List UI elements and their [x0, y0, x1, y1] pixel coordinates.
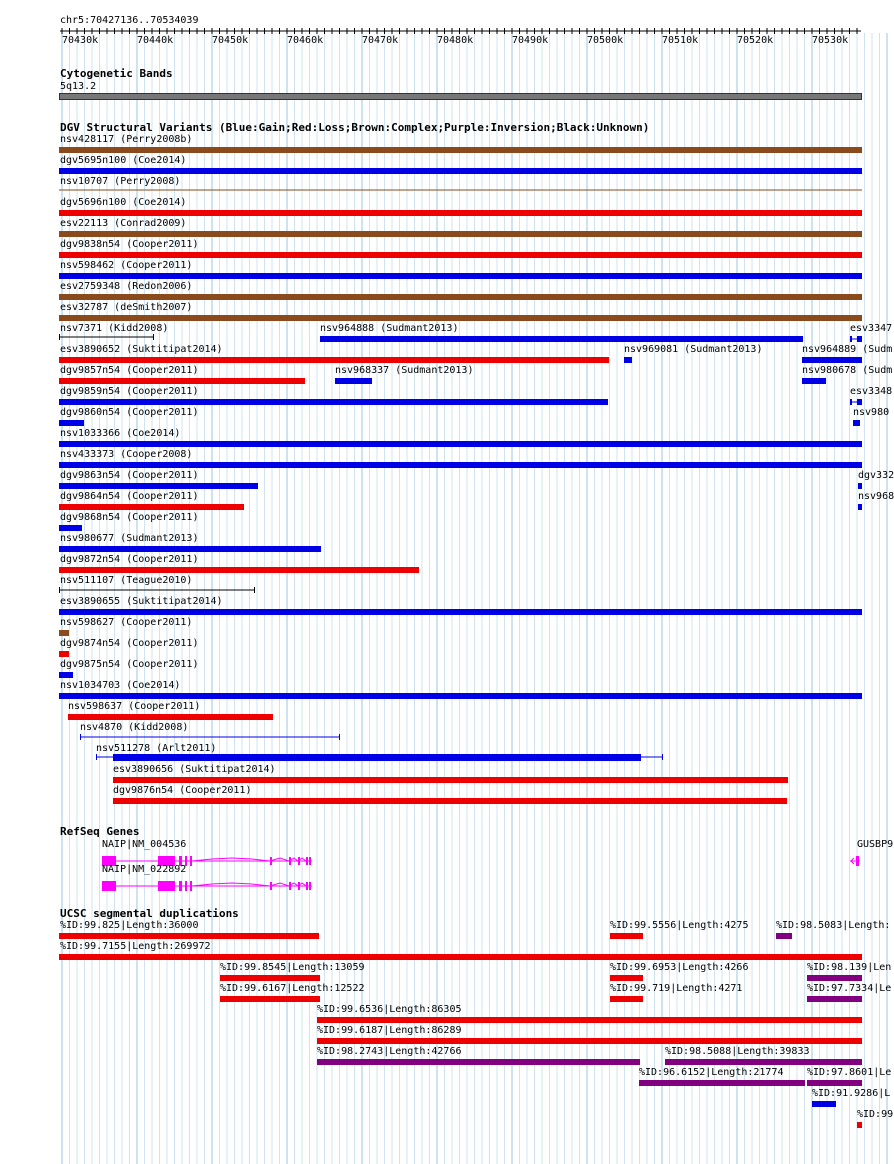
dgv-feature-label[interactable]: dgv9864n54 (Cooper2011) [60, 491, 199, 502]
segdup-feature-label[interactable]: %ID:96.6152|Length:21774 [639, 1067, 784, 1078]
feature-bar[interactable] [59, 378, 305, 384]
feature-bar[interactable] [610, 975, 643, 981]
feature-block [317, 1017, 862, 1023]
feature-bar[interactable] [776, 933, 792, 939]
dgv-feature-label[interactable]: dgv9863n54 (Cooper2011) [60, 470, 199, 481]
dgv-feature-label[interactable]: dgv9860n54 (Cooper2011) [60, 407, 199, 418]
feature-block [812, 1101, 836, 1107]
dgv-feature-label[interactable]: nsv598462 (Cooper2011) [60, 260, 193, 271]
feature-bar[interactable] [59, 630, 69, 636]
dgv-feature-label[interactable]: nsv598637 (Cooper2011) [68, 701, 201, 712]
feature-block [59, 954, 862, 960]
gene-model[interactable] [102, 881, 312, 891]
feature-block [59, 231, 862, 237]
dgv-feature-label[interactable]: dgv9874n54 (Cooper2011) [60, 638, 199, 649]
refseq-feature-label[interactable]: GUSBP9 [857, 839, 894, 850]
segdup-feature-label[interactable]: %ID:91.9286|L [812, 1088, 891, 1099]
feature-block [59, 609, 862, 615]
dgv-feature-label[interactable]: dgv5696n100 (Coe2014) [60, 197, 187, 208]
feature-block [59, 420, 84, 426]
feature-block [59, 630, 69, 636]
dgv-feature-label[interactable]: nsv968 [858, 491, 894, 502]
feature-block [59, 672, 73, 678]
dgv-feature-label[interactable]: esv3890656 (Suktitipat2014) [113, 764, 276, 775]
feature-bar[interactable] [59, 567, 419, 573]
feature-bar[interactable] [850, 336, 862, 342]
feature-block [776, 933, 792, 939]
segdup-feature-label[interactable]: %ID:98.5083|Length: [776, 920, 891, 931]
segdup-feature-label[interactable]: %ID:99.719|Length:4271 [610, 983, 743, 994]
dgv-feature-label[interactable]: dgv9868n54 (Cooper2011) [60, 512, 199, 523]
feature-block [220, 975, 320, 981]
feature-block [59, 210, 862, 216]
feature-block [59, 357, 609, 363]
feature-bar[interactable] [59, 273, 862, 279]
dgv-feature-label[interactable]: esv32787 (deSmith2007) [60, 302, 193, 313]
feature-bar[interactable] [59, 399, 608, 405]
dgv-feature-label[interactable]: nsv1033366 (Coe2014) [60, 428, 181, 439]
feature-bar[interactable] [812, 1101, 836, 1107]
feature-bar[interactable] [59, 147, 862, 153]
dgv-feature-label[interactable]: dgv9838n54 (Cooper2011) [60, 239, 199, 250]
feature-bar[interactable] [802, 357, 862, 363]
ruler-position-label: chr5:70427136..70534039 [60, 15, 199, 26]
refseq-feature-label[interactable]: NAIP|NM_022892 [102, 864, 187, 875]
feature-bar[interactable] [59, 334, 154, 341]
feature-block [59, 399, 608, 405]
feature-bar[interactable] [220, 975, 320, 981]
gene-exon [309, 882, 311, 890]
feature-block [610, 933, 643, 939]
gene-exon [158, 881, 175, 891]
dgv-feature-label[interactable]: nsv511107 (Teague2010) [60, 575, 193, 586]
feature-bar[interactable] [807, 996, 862, 1002]
feature-bar[interactable] [320, 336, 803, 342]
cytoband-label: 5q13.2 [60, 81, 97, 92]
feature-bar[interactable] [220, 996, 320, 1002]
segdup-feature-label[interactable]: %ID:99 [857, 1109, 894, 1120]
feature-block [802, 357, 862, 363]
segdup-feature-label[interactable]: %ID:99.6167|Length:12522 [220, 983, 365, 994]
feature-block [807, 975, 862, 981]
segdup-feature-label[interactable]: %ID:99.8545|Length:13059 [220, 962, 365, 973]
feature-block [59, 693, 862, 699]
feature-block [59, 378, 305, 384]
ruler-tick-label: 70480k [437, 35, 474, 46]
feature-block [59, 546, 321, 552]
feature-bar[interactable] [113, 777, 788, 783]
feature-block [665, 1059, 862, 1065]
feature-bar[interactable] [858, 504, 862, 510]
feature-bar[interactable] [335, 378, 372, 384]
segdup-track-title: UCSC segmental duplications [60, 907, 239, 920]
feature-block [639, 1080, 805, 1086]
feature-bar[interactable] [665, 1059, 862, 1065]
segdup-feature-label[interactable]: %ID:98.5088|Length:39833 [665, 1046, 810, 1057]
feature-block [857, 1122, 862, 1128]
feature-bar[interactable] [80, 734, 340, 741]
ruler-tick-label: 70470k [362, 35, 399, 46]
dgv-feature-label[interactable]: esv3348 [850, 386, 893, 397]
feature-bar[interactable] [59, 357, 609, 363]
dgv-feature-label[interactable]: dgv332 [858, 470, 894, 481]
feature-bar[interactable] [807, 975, 862, 981]
feature-bar[interactable] [59, 651, 69, 657]
feature-bar[interactable] [59, 210, 862, 216]
feature-bar[interactable] [624, 357, 632, 363]
gene-exon [190, 856, 192, 866]
segdup-feature-label[interactable]: %ID:99.7155|Length:269972 [60, 941, 211, 952]
feature-block [320, 336, 803, 342]
feature-block [59, 294, 862, 300]
feature-block [610, 975, 643, 981]
feature-bar[interactable] [59, 462, 862, 468]
feature-bar[interactable] [59, 525, 82, 531]
cytogenetic-bands-title: Cytogenetic Bands [60, 67, 173, 80]
feature-block [59, 525, 82, 531]
feature-bar[interactable] [858, 483, 862, 489]
ruler-tick-label: 70500k [587, 35, 624, 46]
feature-bar[interactable] [113, 798, 787, 804]
feature-bar[interactable] [68, 714, 273, 720]
dgv-feature-label[interactable]: nsv980678 (Sudm [802, 365, 893, 376]
feature-block [853, 420, 860, 426]
feature-bar[interactable] [59, 933, 319, 939]
gene-exon [309, 857, 311, 865]
feature-block [59, 252, 862, 258]
feature-bar[interactable] [96, 754, 663, 761]
feature-block [113, 754, 641, 761]
dgv-feature-label[interactable]: nsv964888 (Sudmant2013) [320, 323, 459, 334]
dgv-feature-label[interactable]: esv22113 (Conrad2009) [60, 218, 187, 229]
segdup-feature-label[interactable]: %ID:99.5556|Length:4275 [610, 920, 749, 931]
feature-block [59, 483, 258, 489]
ruler-tick-label: 70520k [737, 35, 774, 46]
ruler-tick-label: 70430k [62, 35, 99, 46]
feature-bar[interactable] [59, 315, 862, 321]
gene-exon [102, 881, 116, 891]
feature-bar[interactable] [853, 420, 860, 426]
feature-block [610, 996, 643, 1002]
feature-block [59, 933, 319, 939]
gene-exon [179, 881, 182, 891]
gene-exon [306, 882, 308, 890]
segdup-feature-label[interactable]: %ID:97.7334|Le [807, 983, 892, 994]
feature-block [59, 147, 862, 153]
feature-bar[interactable] [59, 231, 862, 237]
dgv-feature-label[interactable]: dgv9875n54 (Cooper2011) [60, 659, 199, 670]
segdup-feature-label[interactable]: %ID:98.139|Len [807, 962, 892, 973]
dgv-feature-label[interactable]: nsv1034703 (Coe2014) [60, 680, 181, 691]
feature-block [113, 798, 787, 804]
feature-bar[interactable] [802, 378, 826, 384]
segdup-feature-label[interactable]: %ID:99.6536|Length:86305 [317, 1004, 462, 1015]
dgv-feature-label[interactable]: nsv968337 (Sudmant2013) [335, 365, 474, 376]
feature-block [807, 996, 862, 1002]
feature-bar[interactable] [59, 672, 73, 678]
dgv-feature-label[interactable]: dgv9859n54 (Cooper2011) [60, 386, 199, 397]
dgv-feature-label[interactable]: esv2759348 (Redon2006) [60, 281, 193, 292]
segdup-feature-label[interactable]: %ID:98.2743|Length:42766 [317, 1046, 462, 1057]
ruler-tick-label: 70510k [662, 35, 699, 46]
feature-block [857, 336, 862, 342]
refseq-feature-label[interactable]: NAIP|NM_004536 [102, 839, 187, 850]
dgv-feature-label[interactable]: nsv428117 (Perry2008b) [60, 134, 193, 145]
gene-model[interactable] [850, 856, 862, 866]
feature-block [59, 651, 69, 657]
ruler-tick-label: 70490k [512, 35, 549, 46]
feature-bar[interactable] [59, 693, 862, 699]
dgv-feature-label[interactable]: dgv9876n54 (Cooper2011) [113, 785, 252, 796]
feature-block [59, 441, 862, 447]
feature-block [59, 273, 862, 279]
feature-block [807, 1080, 862, 1086]
feature-block [858, 504, 862, 510]
dgv-feature-label[interactable]: nsv511278 (Arlt2011) [96, 743, 217, 754]
feature-bar[interactable] [857, 1122, 862, 1128]
feature-block [802, 378, 826, 384]
segdup-feature-label[interactable]: %ID:97.8601|Le [807, 1067, 892, 1078]
dgv-feature-label[interactable]: nsv980677 (Sudmant2013) [60, 533, 199, 544]
gene-exon [190, 881, 192, 891]
ruler [0, 0, 890, 60]
gene-exon [306, 857, 308, 865]
feature-block [68, 714, 273, 720]
dgv-track-title: DGV Structural Variants (Blue:Gain;Red:Loss;Brown:Complex;Purple:Inversion;Black:Unknown) [60, 121, 650, 134]
dgv-feature-label[interactable]: esv3890652 (Suktitipat2014) [60, 344, 223, 355]
feature-bar[interactable] [610, 996, 643, 1002]
feature-block [113, 777, 788, 783]
feature-block [59, 462, 862, 468]
feature-block [59, 504, 244, 510]
dgv-feature-label[interactable]: esv3347 [850, 323, 893, 334]
dgv-feature-label[interactable]: nsv964889 (Sudm [802, 344, 893, 355]
feature-bar[interactable] [850, 399, 862, 405]
dgv-feature-label[interactable]: dgv5695n100 (Coe2014) [60, 155, 187, 166]
dgv-feature-label[interactable]: nsv969081 (Sudmant2013) [624, 344, 763, 355]
dgv-feature-label[interactable]: nsv980 [853, 407, 890, 418]
feature-block [858, 483, 862, 489]
feature-block [857, 399, 862, 405]
feature-bar[interactable] [59, 504, 244, 510]
segdup-feature-label[interactable]: %ID:99.6187|Length:86289 [317, 1025, 462, 1036]
feature-bar[interactable] [59, 954, 862, 960]
ruler-tick-label: 70530k [812, 35, 849, 46]
cytoband-bar[interactable] [59, 93, 862, 100]
dgv-feature-label[interactable]: nsv7371 (Kidd2008) [60, 323, 169, 334]
segdup-feature-label[interactable]: %ID:99.6953|Length:4266 [610, 962, 749, 973]
feature-block [59, 315, 862, 321]
feature-bar[interactable] [59, 420, 84, 426]
feature-block [317, 1038, 862, 1044]
feature-bar[interactable] [59, 441, 862, 447]
feature-block [335, 378, 372, 384]
feature-block [317, 1059, 640, 1065]
feature-bar[interactable] [59, 168, 862, 174]
feature-bar[interactable] [610, 933, 643, 939]
feature-block [59, 567, 419, 573]
dgv-feature-label[interactable]: dgv9857n54 (Cooper2011) [60, 365, 199, 376]
feature-bar[interactable] [317, 1038, 862, 1044]
feature-bar[interactable] [59, 546, 321, 552]
dgv-feature-label[interactable]: nsv598627 (Cooper2011) [60, 617, 193, 628]
feature-bar[interactable] [807, 1080, 862, 1086]
dgv-feature-label[interactable]: nsv10707 (Perry2008) [60, 176, 181, 187]
feature-bar[interactable] [59, 252, 862, 258]
dgv-feature-label[interactable]: nsv433373 (Cooper2008) [60, 449, 193, 460]
feature-block [59, 168, 862, 174]
feature-bar[interactable] [59, 609, 862, 615]
feature-block [624, 357, 632, 363]
feature-block [220, 996, 320, 1002]
feature-bar[interactable] [59, 483, 258, 489]
ruler-tick-label: 70440k [137, 35, 174, 46]
dgv-feature-label[interactable]: dgv9872n54 (Cooper2011) [60, 554, 199, 565]
ruler-tick-label: 70450k [212, 35, 249, 46]
dgv-feature-label[interactable]: esv3890655 (Suktitipat2014) [60, 596, 223, 607]
gene-exon [185, 881, 187, 891]
ruler-tick-label: 70460k [287, 35, 324, 46]
feature-bar[interactable] [59, 187, 862, 194]
feature-bar[interactable] [59, 587, 255, 594]
refseq-track-title: RefSeq Genes [60, 825, 140, 838]
feature-bar[interactable] [317, 1059, 640, 1065]
feature-bar[interactable] [317, 1017, 862, 1023]
feature-bar[interactable] [59, 294, 862, 300]
dgv-feature-label[interactable]: nsv4870 (Kidd2008) [80, 722, 189, 733]
feature-bar[interactable] [639, 1080, 805, 1086]
segdup-feature-label[interactable]: %ID:99.825|Length:36000 [60, 920, 199, 931]
